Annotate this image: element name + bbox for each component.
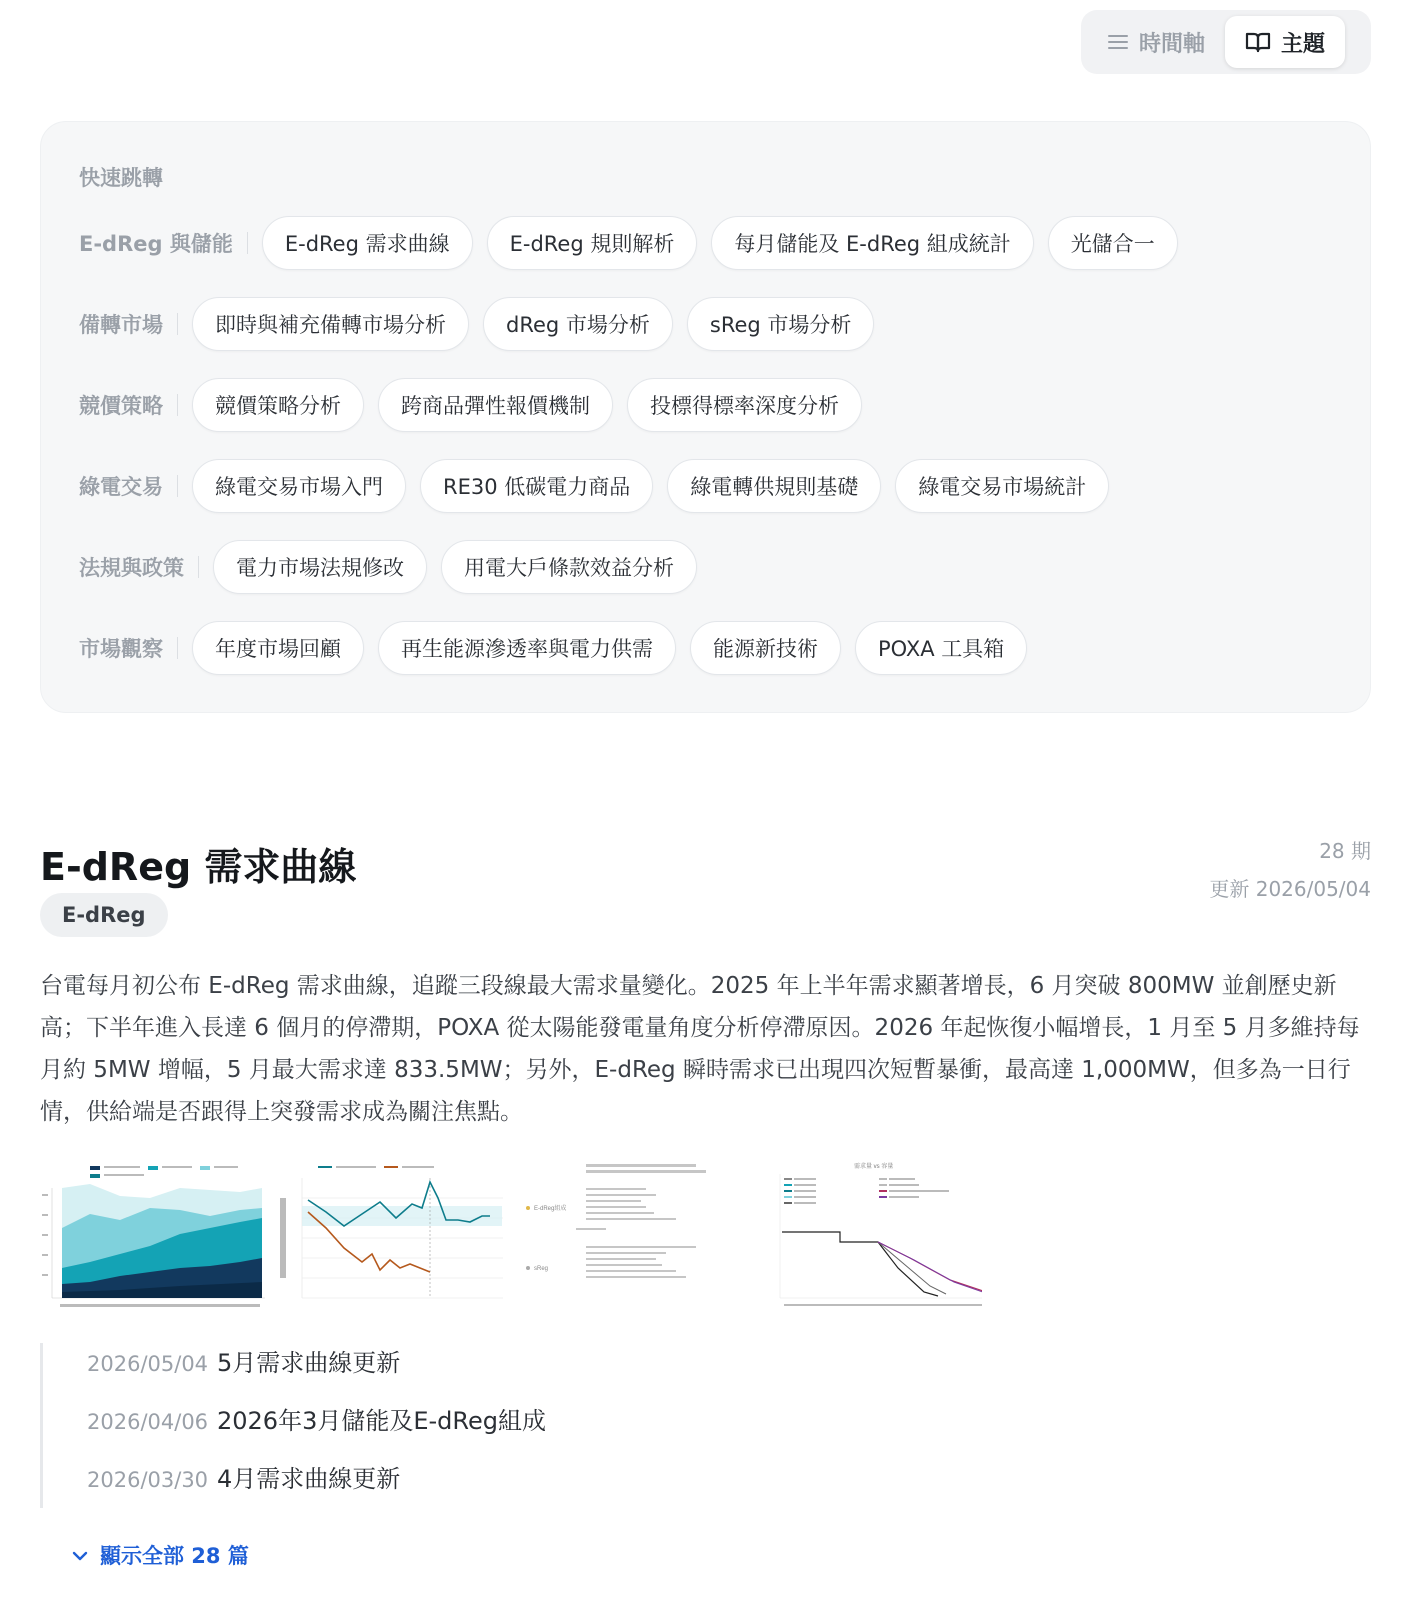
quick-jump-row-green-power [79, 459, 1123, 513]
article-meta [1209, 832, 1371, 908]
issue-count: 28 期 [1319, 839, 1371, 863]
quick-jump-title: 快速跳轉 [79, 166, 163, 190]
list-item[interactable] [43, 1459, 740, 1517]
article-title: E-dReg 需求曲線 [40, 845, 357, 889]
update-date: 2026/04/06 [87, 1410, 209, 1434]
row-label: 市場觀察 [79, 637, 163, 661]
chip-re30[interactable]: RE30 低碳電力商品 [420, 459, 653, 513]
chip-renewable-penetration[interactable]: 再生能源滲透率與電力供需 [378, 621, 676, 675]
update-date: 2026/05/04 [87, 1352, 209, 1376]
update-list [40, 1343, 740, 1508]
row-label: E-dReg 與儲能 [79, 232, 233, 256]
chip-bidding-strategy[interactable]: 競價策略分析 [192, 378, 364, 432]
row-divider [247, 232, 248, 254]
quick-jump-row-observation [79, 621, 1041, 675]
chip-monthly-storage-stats[interactable]: 每月儲能及 E-dReg 組成統計 [711, 216, 1033, 270]
row-divider [177, 313, 178, 335]
thumbnail-line-chart[interactable] [278, 1158, 506, 1316]
update-title[interactable]: 5月需求曲線更新 [217, 1349, 401, 1377]
article-tag[interactable]: E-dReg [40, 893, 168, 937]
chip-market-regulation[interactable]: 電力市場法規修改 [213, 540, 427, 594]
chip-poxa-toolbox[interactable]: POXA 工具箱 [855, 621, 1027, 675]
quick-jump-row-edreg [79, 216, 1192, 270]
chip-win-rate-analysis[interactable]: 投標得標率深度分析 [627, 378, 862, 432]
chip-new-energy-tech[interactable]: 能源新技術 [690, 621, 841, 675]
quick-jump-row-reserve [79, 297, 888, 351]
quick-jump-panel [40, 121, 1371, 713]
update-title[interactable]: 4月需求曲線更新 [217, 1465, 401, 1493]
thumb3-label-b: sReg [534, 1266, 549, 1272]
show-all-label: 顯示全部 28 篇 [100, 1544, 249, 1568]
thumbnail-stacked-area-chart[interactable] [40, 1158, 268, 1316]
chip-dreg-market[interactable]: dReg 市場分析 [483, 297, 673, 351]
chip-green-wheeling-rules[interactable]: 綠電轉供規則基礎 [667, 459, 881, 513]
timeline-view-button[interactable] [1087, 16, 1225, 68]
row-label: 綠電交易 [79, 475, 163, 499]
list-item[interactable] [43, 1401, 740, 1459]
quick-jump-row-regulation [79, 540, 711, 594]
list-item[interactable] [43, 1343, 740, 1401]
update-date: 2026/03/30 [87, 1468, 209, 1492]
chip-annual-review[interactable]: 年度市場回顧 [192, 621, 364, 675]
chip-spinning-supplemental-reserve[interactable]: 即時與補充備轉市場分析 [192, 297, 469, 351]
chip-solar-storage[interactable]: 光儲合一 [1048, 216, 1178, 270]
chevron-down-icon [72, 1543, 88, 1567]
update-title[interactable]: 2026年3月儲能及E-dReg組成 [217, 1407, 547, 1435]
row-label: 備轉市場 [79, 313, 163, 337]
thumbnail-demand-curve-chart[interactable] [754, 1158, 982, 1316]
thumb4-title: 需求量 vs 容量 [854, 1164, 894, 1170]
chip-large-user-clause[interactable]: 用電大戶條款效益分析 [441, 540, 697, 594]
view-toggle [1081, 10, 1371, 74]
chip-green-power-intro[interactable]: 綠電交易市場入門 [192, 459, 406, 513]
updated-date: 更新 2026/05/04 [1209, 877, 1371, 901]
chip-sreg-market[interactable]: sReg 市場分析 [687, 297, 875, 351]
row-divider [177, 637, 178, 659]
topic-label: 主題 [1281, 31, 1326, 57]
row-label: 法規與政策 [79, 556, 184, 580]
show-all-button[interactable] [72, 1540, 249, 1570]
quick-jump-row-bidding [79, 378, 876, 432]
row-label: 競價策略 [79, 394, 163, 418]
thumb3-label-a: E-dReg組成 [534, 1206, 567, 1212]
timeline-label: 時間軸 [1139, 31, 1206, 57]
row-divider [177, 394, 178, 416]
article-description: 台電每月初公布 E-dReg 需求曲線，追蹤三段線最大需求量變化。2025 年上半年需求顯著增長，6 月突破 800MW 並創歷史新高；下半年進入長達 6 個月的停滯期，POXA 從太陽能發電量角度分析停滯原因。2026 年起恢復小幅增長，1 月至 5 月多維持每月約 5MW 增幅，5 月最大需求達 833.5MW；另外，E-dReg 瞬時需求已出現四次短暫暴衝，最高達 1,000MW，但多為一日行情，供給端是否跟得上突發需求成為關注焦點。 [40, 973, 1360, 1125]
book-open-icon [1245, 31, 1271, 53]
chip-cross-product-bidding[interactable]: 跨商品彈性報價機制 [378, 378, 613, 432]
row-divider [177, 475, 178, 497]
topic-view-button[interactable] [1225, 16, 1345, 68]
thumbnail-composition-diagram[interactable] [516, 1158, 744, 1316]
chip-green-market-stats[interactable]: 綠電交易市場統計 [895, 459, 1109, 513]
chip-edreg-rules[interactable]: E-dReg 規則解析 [487, 216, 698, 270]
thumbnail-strip [40, 1158, 982, 1316]
row-divider [198, 556, 199, 578]
list-icon [1107, 32, 1129, 52]
chip-edreg-demand-curve[interactable]: E-dReg 需求曲線 [262, 216, 473, 270]
